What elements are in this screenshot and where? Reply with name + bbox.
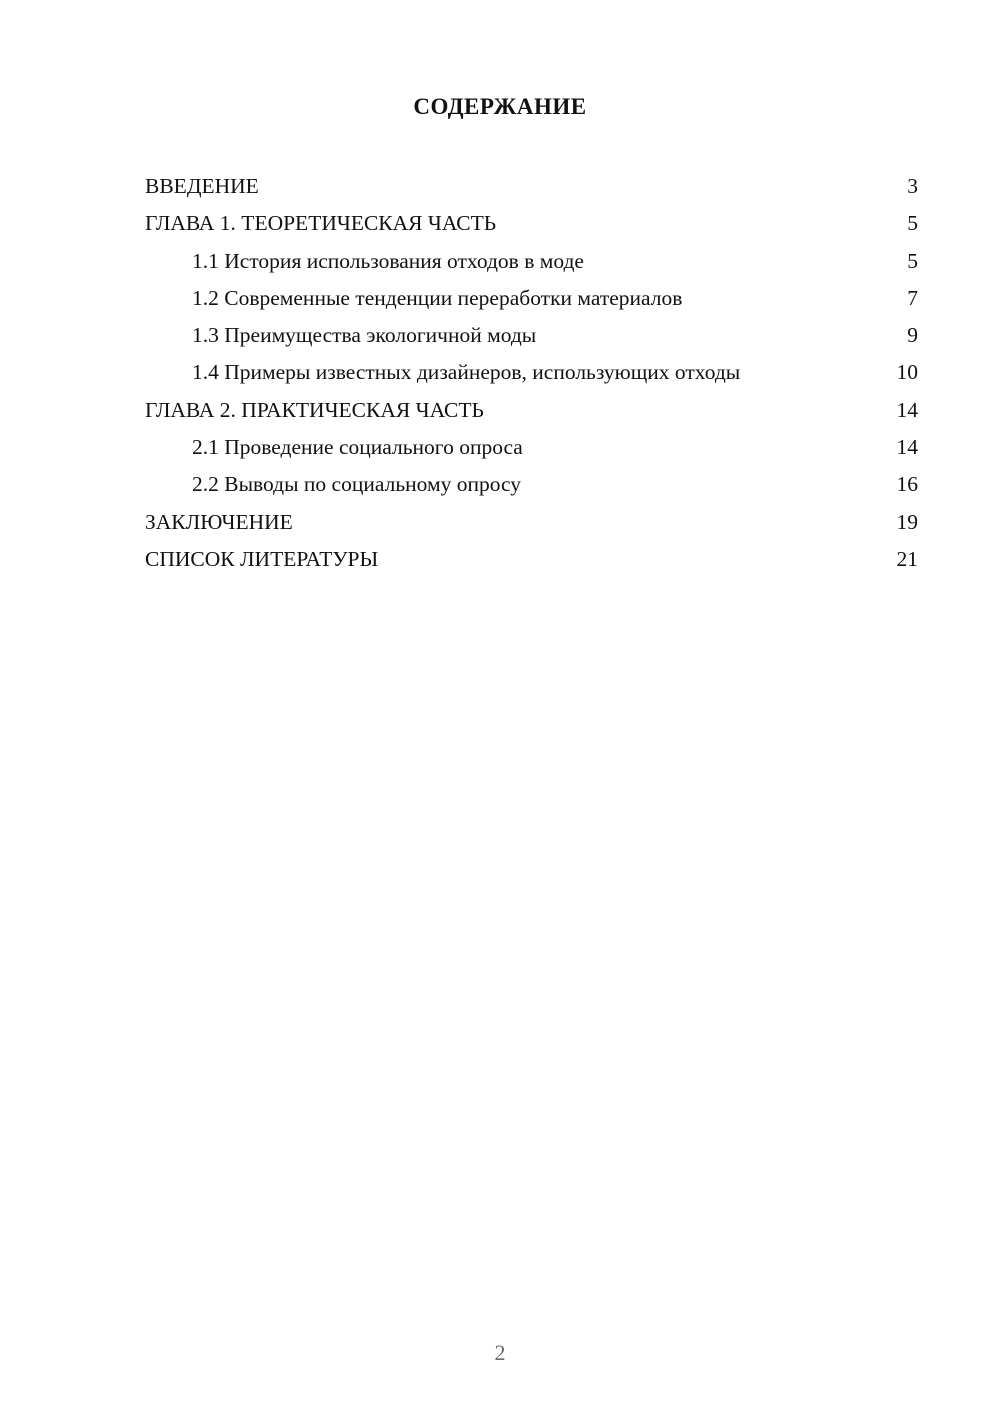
toc-entry-label: СПИСОК ЛИТЕРАТУРЫ (145, 546, 379, 571)
toc-entry-label: ВВЕДЕНИЕ (145, 174, 259, 198)
toc-row (145, 243, 918, 280)
toc-entry-label: 1.1 История использования отходов в моде (192, 248, 584, 273)
toc-entry-label: 1.2 Современные тенденции переработки материалов (192, 285, 683, 310)
toc-entry-label: ГЛАВА 2. ПРАКТИЧЕСКАЯ ЧАСТЬ (145, 397, 484, 422)
toc-entry-label: 2.2 Выводы по социальному опросу (192, 472, 522, 497)
toc-entry-label: 2.1 Проведение социального опроса (192, 435, 523, 460)
toc-list (145, 168, 918, 578)
toc-row (145, 317, 918, 354)
toc-entry-page: 3 (907, 174, 918, 198)
toc-entry-page: 10 (896, 360, 918, 385)
toc-row (145, 280, 918, 317)
toc-entry-page: 21 (896, 546, 918, 571)
toc-row (145, 466, 918, 503)
toc-entry-page: 14 (896, 435, 918, 460)
toc-entry-label: ЗАКЛЮЧЕНИЕ (145, 509, 293, 534)
toc-row (145, 205, 918, 242)
toc-title: СОДЕРЖАНИЕ (413, 94, 587, 119)
toc-row (145, 392, 918, 429)
toc-row (145, 354, 918, 391)
toc-entry-page: 5 (907, 248, 918, 273)
toc-entry-label: ГЛАВА 1. ТЕОРЕТИЧЕСКАЯ ЧАСТЬ (145, 211, 497, 236)
toc-row (145, 168, 918, 205)
toc-entry-page: 16 (896, 472, 918, 497)
toc-row (145, 504, 918, 541)
toc-entry-label: 1.4 Примеры известных дизайнеров, использующих отходы (192, 360, 741, 385)
toc-row (145, 429, 918, 466)
toc-entry-page: 7 (907, 285, 918, 310)
toc-entry-page: 19 (896, 509, 918, 534)
toc-entry-page: 9 (907, 323, 918, 348)
toc-entry-page: 5 (907, 211, 918, 236)
toc-entry-label: 1.3 Преимущества экологичной моды (192, 323, 537, 348)
toc-row (145, 541, 918, 578)
toc-entry-page: 14 (896, 397, 918, 422)
page-number-footer: 2 (494, 1340, 506, 1365)
